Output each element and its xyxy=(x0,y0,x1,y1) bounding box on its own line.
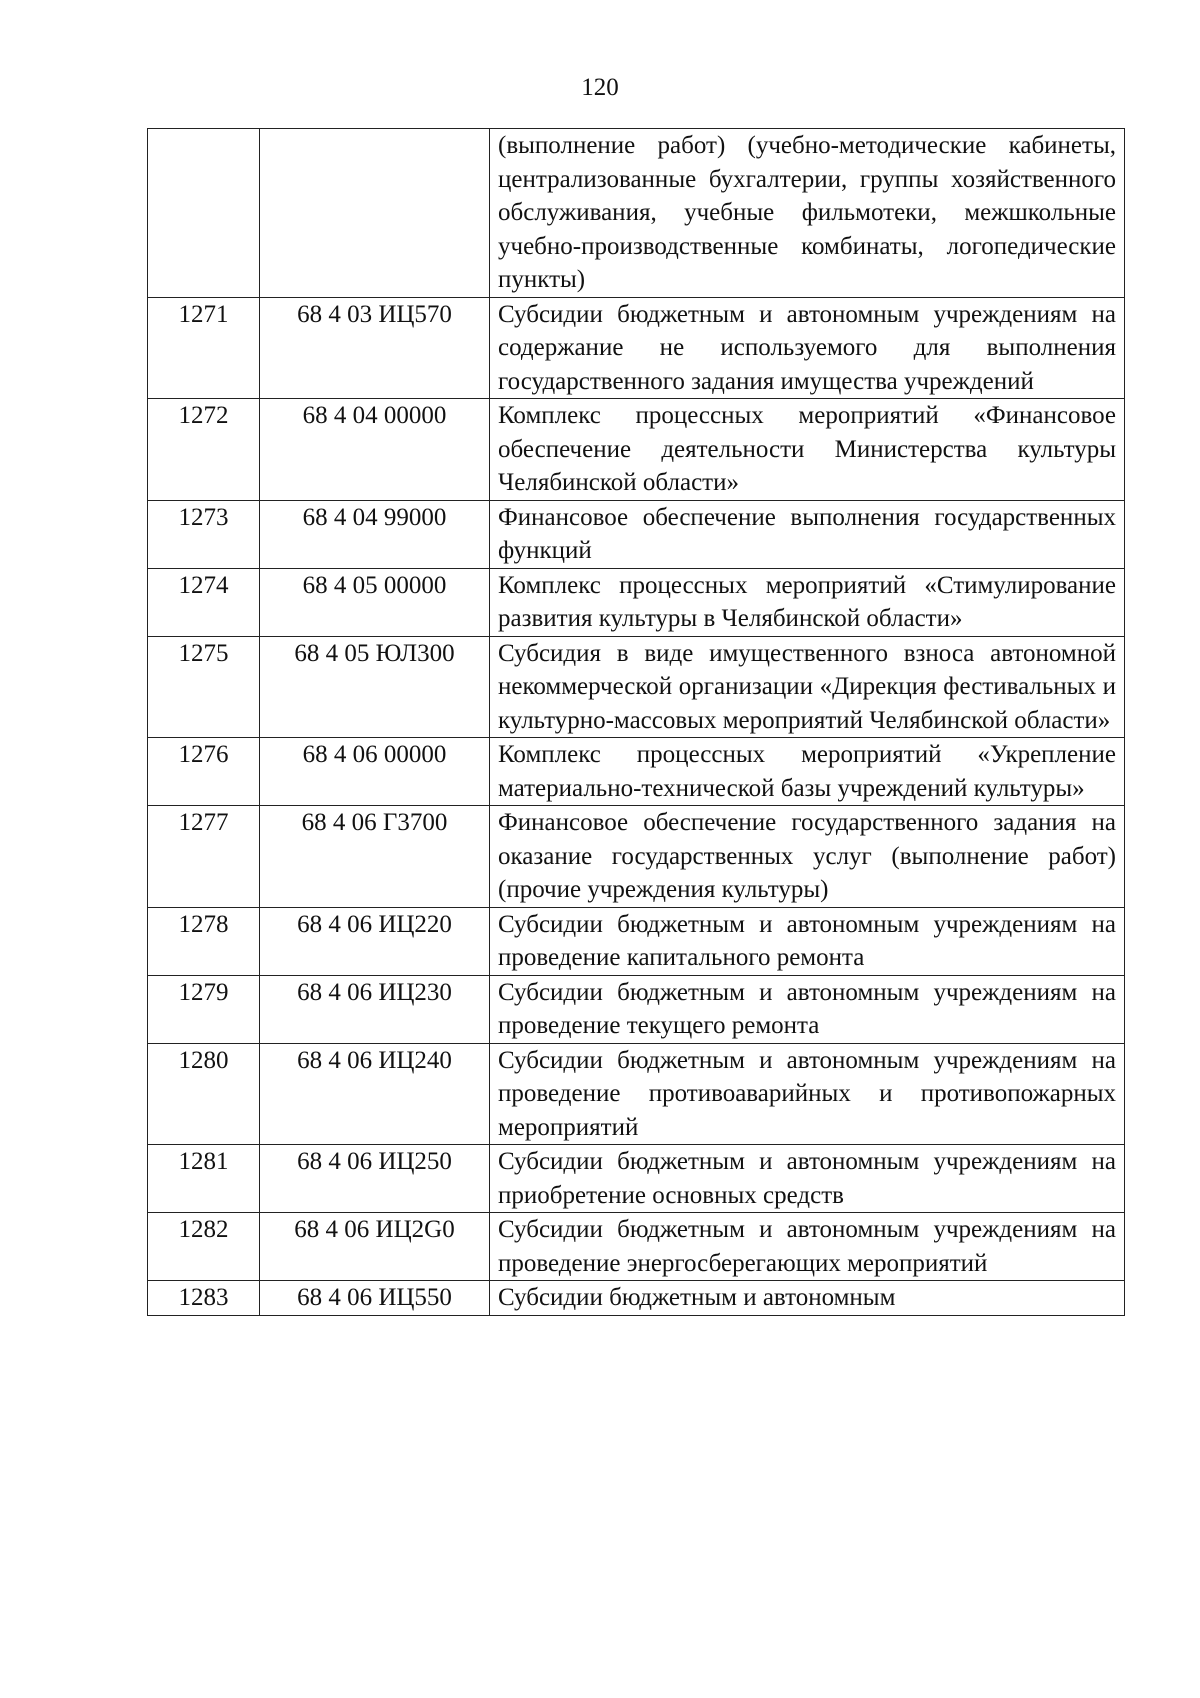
table-row xyxy=(148,1043,1125,1145)
classification-code-cell: 68 4 06 ИЦ220 xyxy=(260,907,490,975)
table-row xyxy=(148,399,1125,501)
table-row xyxy=(148,1213,1125,1281)
row-number-cell: 1276 xyxy=(148,738,260,806)
row-number-cell: 1279 xyxy=(148,975,260,1043)
classification-code-cell: 68 4 05 ЮЛ300 xyxy=(260,636,490,738)
table-row xyxy=(148,806,1125,908)
description-cell: Комплекс процессных мероприятий «Финансовое обеспечение деятельности Министерства культуры Челябинской области» xyxy=(490,399,1125,501)
description-cell: Комплекс процессных мероприятий «Стимулирование развития культуры в Челябинской области» xyxy=(490,568,1125,636)
classification-code-cell: 68 4 06 ИЦ550 xyxy=(260,1281,490,1316)
row-number-cell xyxy=(148,129,260,298)
description-cell: Субсидии бюджетным и автономным учреждениям на проведение капитального ремонта xyxy=(490,907,1125,975)
classification-code-cell: 68 4 06 ИЦ250 xyxy=(260,1145,490,1213)
row-number-cell: 1278 xyxy=(148,907,260,975)
description-cell: Финансовое обеспечение выполнения государственных функций xyxy=(490,500,1125,568)
description-cell: (выполнение работ) (учебно-методические кабинеты, централизованные бухгалтерии, группы хозяйственного обслуживания, учебные фильмотеки, межшкольные учебно-производственные комбинаты, логопедические пункты) xyxy=(490,129,1125,298)
table-row xyxy=(148,568,1125,636)
row-number-cell: 1280 xyxy=(148,1043,260,1145)
classification-code-cell xyxy=(260,129,490,298)
classification-code-cell: 68 4 06 00000 xyxy=(260,738,490,806)
description-cell: Субсидии бюджетным и автономным учреждениям на проведение противоаварийных и противопожарных мероприятий xyxy=(490,1043,1125,1145)
description-cell: Субсидии бюджетным и автономным учреждениям на приобретение основных средств xyxy=(490,1145,1125,1213)
table-row xyxy=(148,636,1125,738)
row-number-cell: 1282 xyxy=(148,1213,260,1281)
classification-code-cell: 68 4 04 99000 xyxy=(260,500,490,568)
table-row xyxy=(148,907,1125,975)
table-row xyxy=(148,1145,1125,1213)
row-number-cell: 1272 xyxy=(148,399,260,501)
row-number-cell: 1277 xyxy=(148,806,260,908)
table-row xyxy=(148,738,1125,806)
description-cell: Субсидии бюджетным и автономным учреждениям на проведение энергосберегающих мероприятий xyxy=(490,1213,1125,1281)
table-row xyxy=(148,297,1125,399)
row-number-cell: 1283 xyxy=(148,1281,260,1316)
classification-code-cell: 68 4 06 Г3700 xyxy=(260,806,490,908)
description-cell: Субсидия в виде имущественного взноса автономной некоммерческой организации «Дирекция фестивальных и культурно-массовых мероприятий Челябинской области» xyxy=(490,636,1125,738)
table-row xyxy=(148,500,1125,568)
row-number-cell: 1273 xyxy=(148,500,260,568)
budget-classification-table xyxy=(147,128,1125,1316)
classification-code-cell: 68 4 06 ИЦ230 xyxy=(260,975,490,1043)
row-number-cell: 1274 xyxy=(148,568,260,636)
description-cell: Финансовое обеспечение государственного задания на оказание государственных услуг (выполнение работ) (прочие учреждения культуры) xyxy=(490,806,1125,908)
description-cell: Субсидии бюджетным и автономным xyxy=(490,1281,1125,1316)
classification-code-cell: 68 4 05 00000 xyxy=(260,568,490,636)
row-number-cell: 1281 xyxy=(148,1145,260,1213)
table-row xyxy=(148,975,1125,1043)
classification-code-cell: 68 4 06 ИЦ2G0 xyxy=(260,1213,490,1281)
classification-code-cell: 68 4 04 00000 xyxy=(260,399,490,501)
description-cell: Комплекс процессных мероприятий «Укрепление материально-технической базы учреждений культуры» xyxy=(490,738,1125,806)
classification-code-cell: 68 4 06 ИЦ240 xyxy=(260,1043,490,1145)
table-body xyxy=(148,129,1125,1316)
row-number-cell: 1271 xyxy=(148,297,260,399)
classification-code-cell: 68 4 03 ИЦ570 xyxy=(260,297,490,399)
table-row xyxy=(148,1281,1125,1316)
description-cell: Субсидии бюджетным и автономным учреждениям на проведение текущего ремонта xyxy=(490,975,1125,1043)
page-number: 120 xyxy=(581,74,619,101)
table-row xyxy=(148,129,1125,298)
row-number-cell: 1275 xyxy=(148,636,260,738)
description-cell: Субсидии бюджетным и автономным учреждениям на содержание не используемого для выполнения государственного задания имущества учреждений xyxy=(490,297,1125,399)
